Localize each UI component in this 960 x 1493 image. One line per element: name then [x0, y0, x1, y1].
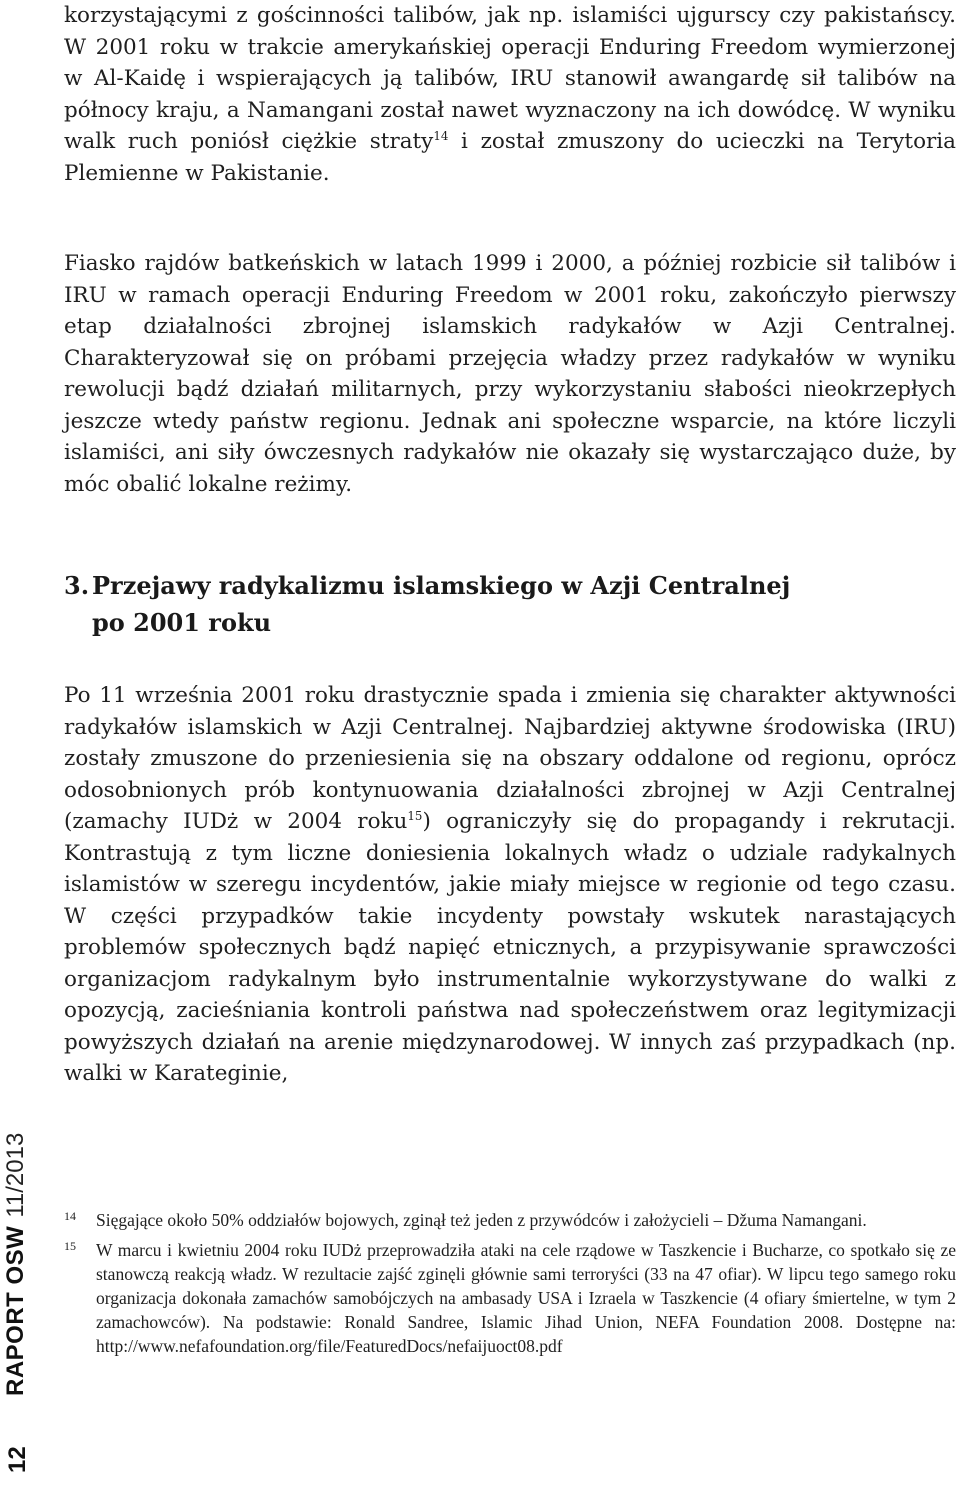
footnote-text: Sięgające około 50% oddziałów bojowych, zginął też jeden z przywódców i założycieli – Džuma Namangani.	[96, 1210, 867, 1230]
section-title-line-1: Przejawy radykalizmu islamskiego w Azji Centralnej	[92, 571, 791, 600]
footnote-number: 14	[64, 1209, 76, 1223]
paragraph-text: korzystającymi z gościnności talibów, jak np. islamiści ujgurscy czy pakistańscy. W 2001 roku w trakcie amerykańskiej operacji Enduring Freedom wymierzonej w Al-Kaidę i wspierających ją talibów, IRU stanowił awangardę sił talibów na północy kraju, a Namangani został nawet wyznaczony na ich dowódcę. W wyniku walk ruch poniósł ciężkie straty	[64, 3, 956, 154]
publication-issue: 11/2013	[2, 1132, 29, 1218]
footnote-ref-14[interactable]: 14	[433, 128, 449, 143]
section-title-line-2: po 2001 roku	[92, 608, 272, 637]
publication-brand: RAPORT OSW	[2, 1225, 29, 1396]
footnotes	[64, 1208, 956, 1364]
paragraph-text: i został zmuszony do ucieczki na Terytoria Plemienne w Pakistanie.	[64, 129, 956, 186]
paragraph-continued	[64, 0, 956, 189]
paragraph-text: ) ograniczyły się do propagandy i rekrutacji. Kontrastują z tym liczne doniesienia lokalnych władz o udziale radykalnych islamistów w szeregu incydentów, jakie miały miejsce w regionie od tego czasu. W części przypadków takie incydenty powstały wskutek narastających problemów społecznych bądź napięć etnicznych, a przypisywanie sprawczości organizacjom radykalnym było instrumentalnie wykorzystywane do walki z opozycją, zacieśniania kontroli państwa nad społeczeństwem oraz legitymizacji powyższych działań na arenie międzynarodowej. W innych zaś przypadkach (np. walki w Karateginie,	[64, 809, 956, 1086]
publication-label	[2, 1133, 30, 1396]
paragraph-text: Po 11 września 2001 roku drastycznie spada i zmienia się charakter aktywności radykałów islamskich w Azji Centralnej. Najbardziej aktywne środowiska (IRU) zostały zmuszone do przeniesienia się na obszary oddalone od regionu, oprócz odosobnionych prób kontynuowania działalności zbrojnej w Azji Centralnej (zamachy IUDż w 2004 roku	[64, 683, 956, 834]
paragraph-summary	[64, 248, 956, 500]
section-number: 3.	[64, 571, 90, 600]
page-number: 12	[4, 1446, 31, 1473]
paragraph-section-3	[64, 680, 956, 1090]
section-heading	[64, 567, 944, 641]
footnote-15	[64, 1238, 956, 1358]
footnote-text: W marcu i kwietniu 2004 roku IUDż przeprowadziła ataki na cele rządowe w Taszkencie i Bucharze, co spotkało się ze stanowczą reakcją władz. W rezultacie zajść zginęli głównie sami terroryści (33 na 47 ofiar). W lipcu tego samego roku organizacja dokonała zamachów samobójczych na ambasady USA i Izraela w Taszkencie (4 ofiary śmiertelne, w tym 2 zamachowców). Na podstawie: Ronald Sandree, Islamic Jihad Union, NEFA Foundation 2008. Dostępne na: http://www.nefafoundation.org/file/FeaturedDocs/nefaijuoct08.pdf	[96, 1240, 956, 1356]
footnote-ref-15[interactable]: 15	[407, 808, 423, 823]
footnote-number: 15	[64, 1239, 76, 1253]
paragraph-text: Fiasko rajdów batkeńskich w latach 1999 i 2000, a później rozbicie sił talibów i IRU w ramach operacji Enduring Freedom w 2001 roku, zakończyło pierwszy etap działalności zbrojnej islamskich radykałów w Azji Centralnej. Charakteryzował się on próbami przejęcia władzy przez radykałów w wyniku rewolucji bądź działań militarnych, przy wykorzystaniu słabości nieokrzepłych jeszcze wtedy państw regionu. Jednak ani społeczne wsparcie, na które liczyli islamiści, ani siły ówczesnych radykałów nie okazały się wystarczająco duże, by móc obalić lokalne reżimy.	[64, 251, 956, 497]
footnote-14	[64, 1208, 956, 1232]
